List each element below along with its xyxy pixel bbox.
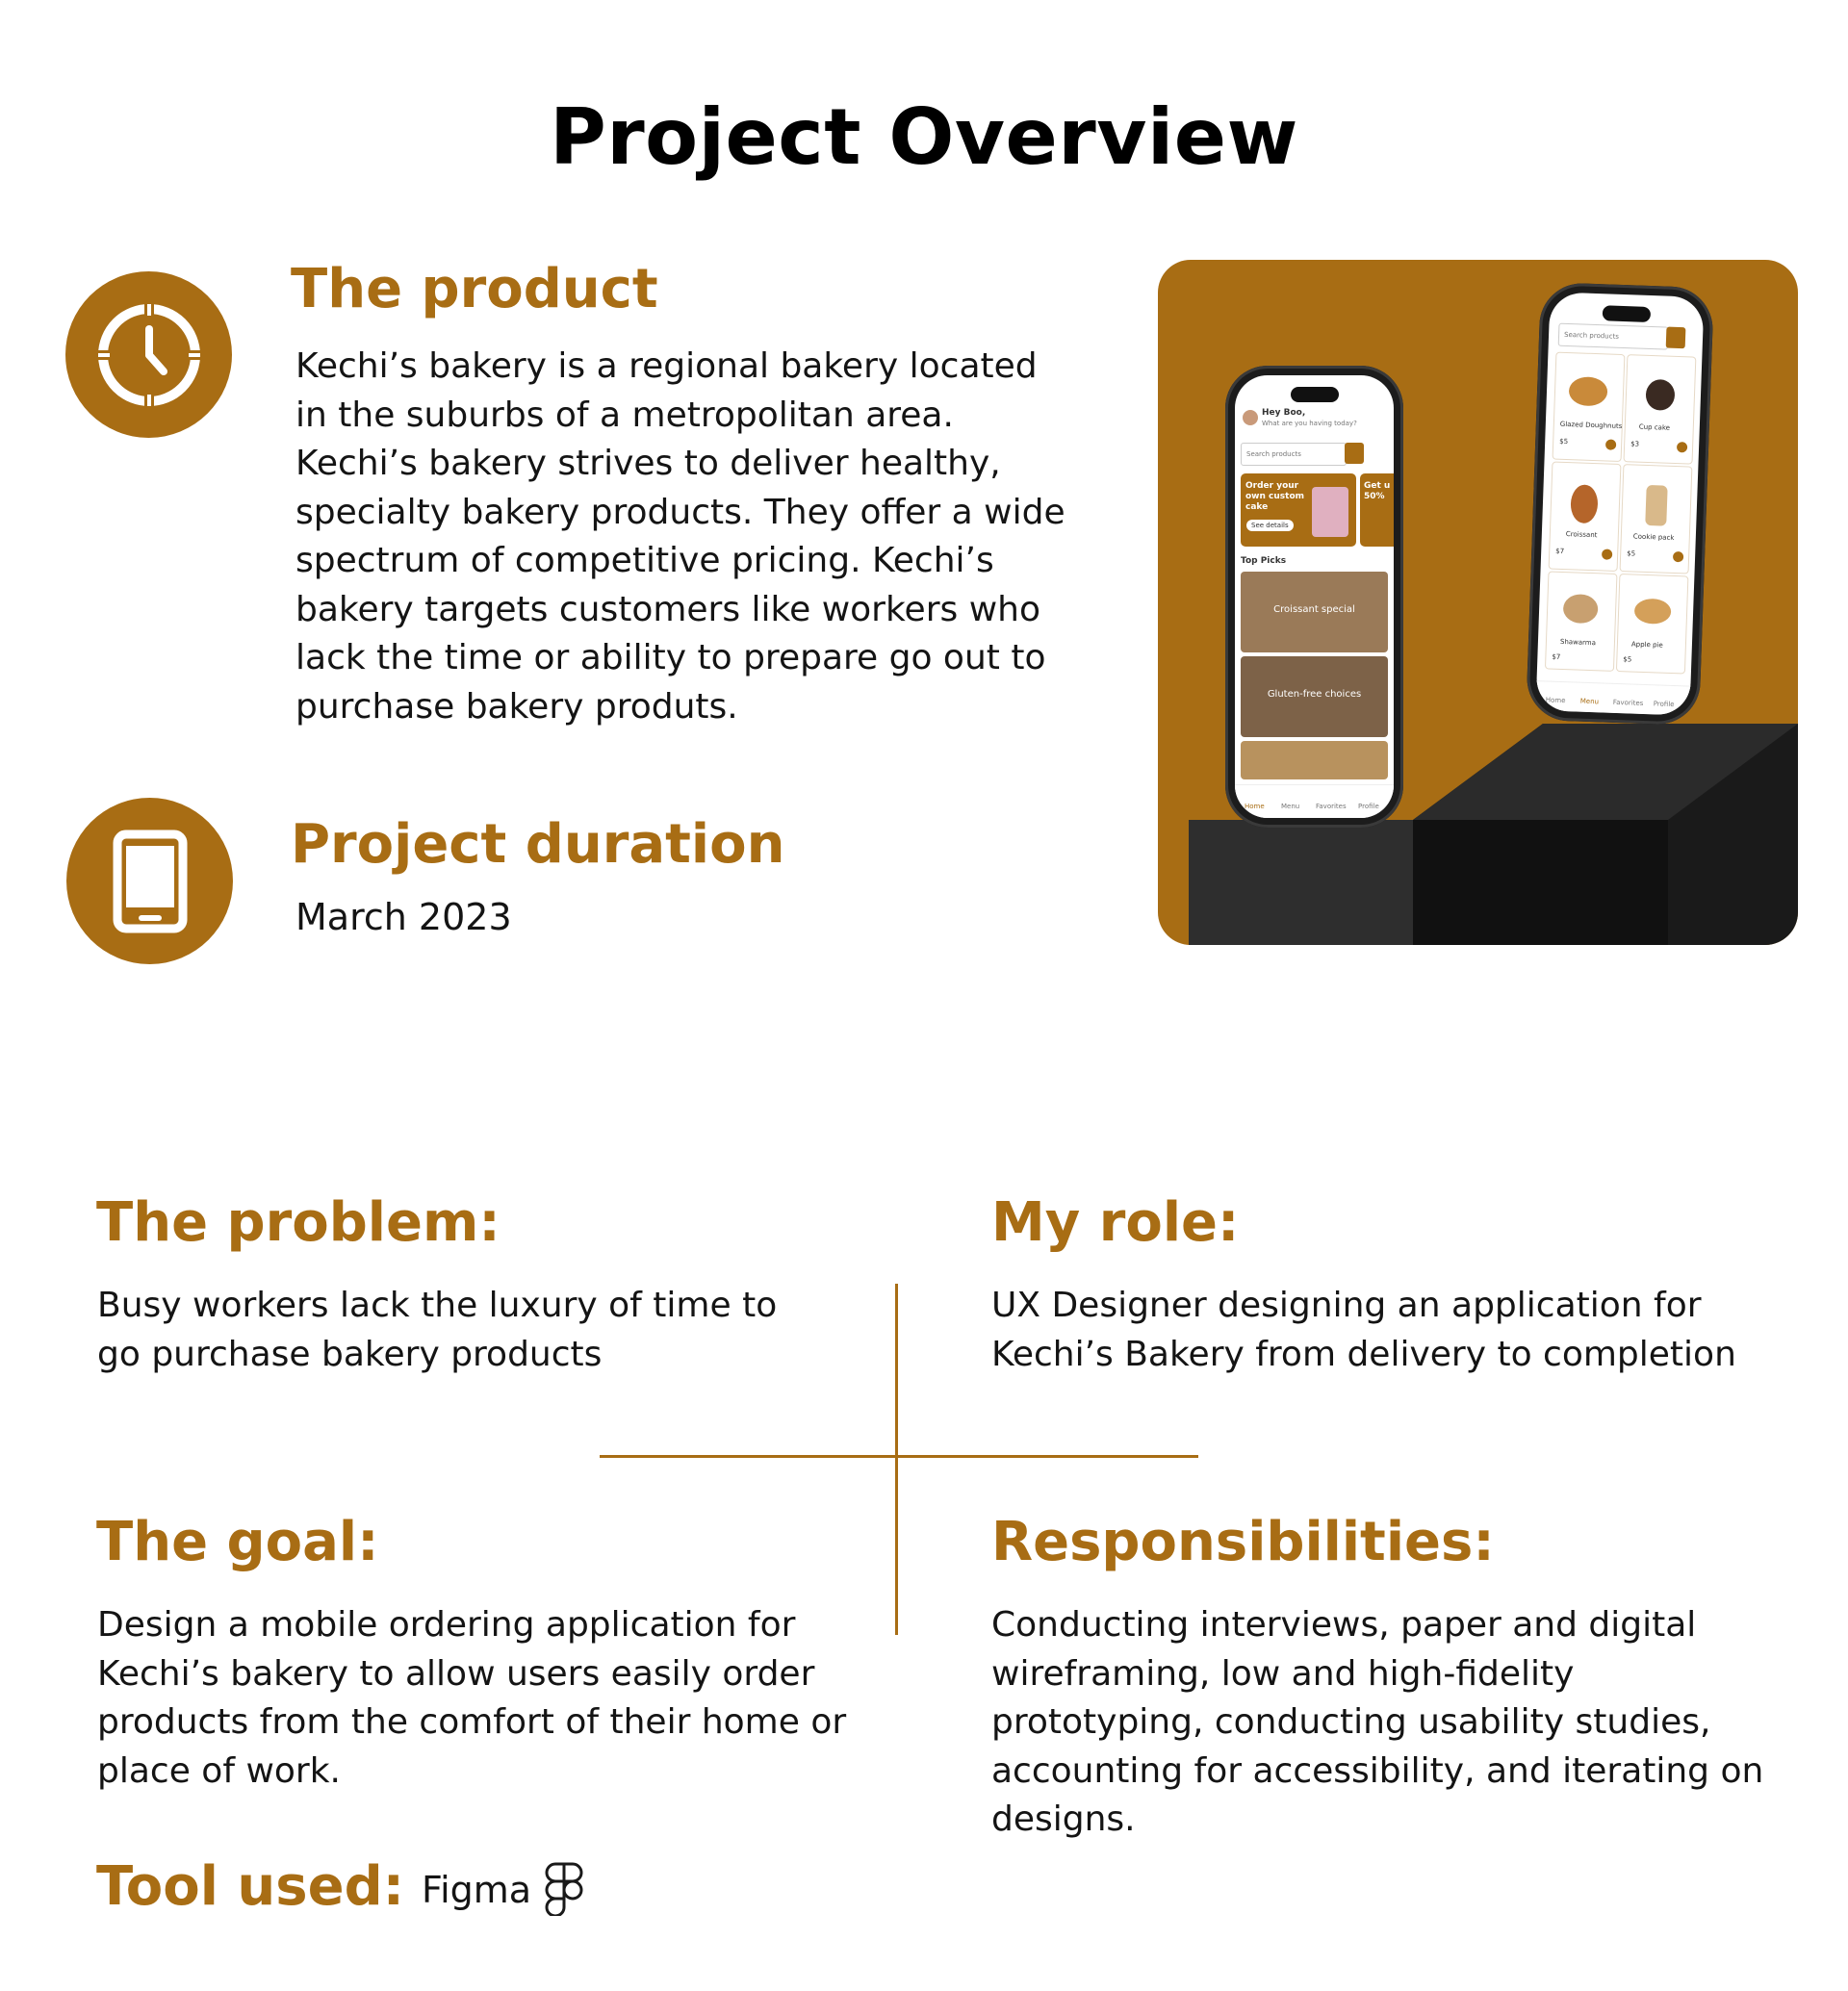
goal-heading: The goal: (96, 1511, 379, 1573)
nav-favorites-right: Favorites (1612, 698, 1644, 707)
product-card: Cup cake $3 (1624, 354, 1697, 464)
horizontal-divider (600, 1455, 1198, 1458)
tool-heading: Tool used: (96, 1855, 405, 1918)
product-card: Shawarma $7 (1545, 571, 1618, 671)
product-card: Apple pie $5 (1616, 574, 1689, 674)
product-body: Kechi’s bakery is a regional bakery located in the suburbs of a metropolitan area. Kechi’s bakery strives to deliver healthy, specialty bakery products. They offer a wide spectrum of competitive pricing. Kechi’s bakery targets customers like workers who lack the time or ability to prepare go out to purchase bakery produts. (295, 346, 1065, 727)
duration-icon-circle (66, 798, 233, 964)
nav-favorites: Favorites (1316, 803, 1347, 810)
duration-heading: Project duration (291, 813, 785, 876)
role-heading: My role: (991, 1191, 1240, 1254)
goal-body: Design a mobile ordering application for Kechi’s bakery to allow users easily order products from the comfort of their home or place of work. (97, 1605, 847, 1791)
search-placeholder-right: Search products (1563, 330, 1620, 341)
pick-3 (1241, 741, 1388, 779)
phone-icon (112, 829, 189, 934)
pick-1: Croissant special (1241, 572, 1388, 652)
tool-name: Figma (422, 1869, 532, 1911)
nav-menu: Menu (1281, 803, 1300, 810)
promo-title: Order your own custom cake (1245, 481, 1305, 512)
figma-icon (545, 1862, 583, 1916)
page-title: Project Overview (550, 92, 1298, 182)
promo2-text: Get u 50% (1364, 481, 1391, 501)
responsibilities-body: Conducting interviews, paper and digital wireframing, low and high-fidelity prototyping, conducting usability studies, accounting for accessibility, and iterating on designs. (991, 1605, 1764, 1839)
product-card: Croissant $7 (1549, 462, 1622, 572)
nav-profile-right: Profile (1653, 700, 1675, 709)
nav-menu-right: Menu (1579, 697, 1600, 706)
pick-2: Gluten-free choices (1241, 656, 1388, 737)
greeting: Hey Boo, (1262, 408, 1306, 418)
product-card: Glazed Doughnuts $5 (1553, 352, 1626, 462)
vertical-divider (895, 1284, 898, 1635)
problem-body: Busy workers lack the luxury of time to go purchase bakery products (97, 1286, 778, 1374)
search-placeholder: Search products (1246, 450, 1301, 458)
app-mockup-image (1158, 260, 1798, 945)
top-picks-label: Top Picks (1241, 556, 1287, 566)
nav-home-right: Home (1545, 696, 1566, 705)
problem-heading: The problem: (96, 1191, 500, 1254)
greeting-question: What are you having today? (1262, 420, 1357, 427)
nav-home: Home (1245, 803, 1265, 810)
nav-profile: Profile (1358, 803, 1379, 810)
product-icon-circle (65, 271, 232, 438)
phone-right (1526, 282, 1714, 726)
product-heading: The product (291, 258, 658, 320)
duration-value: March 2023 (295, 896, 512, 938)
clock-icon (94, 300, 204, 410)
phone-left (1225, 366, 1403, 828)
promo-button: See details (1246, 520, 1294, 531)
product-card: Cookie pack $5 (1620, 464, 1693, 574)
role-body: UX Designer designing an application for Kechi’s Bakery from delivery to completion (991, 1286, 1736, 1374)
responsibilities-heading: Responsibilities: (991, 1511, 1495, 1573)
